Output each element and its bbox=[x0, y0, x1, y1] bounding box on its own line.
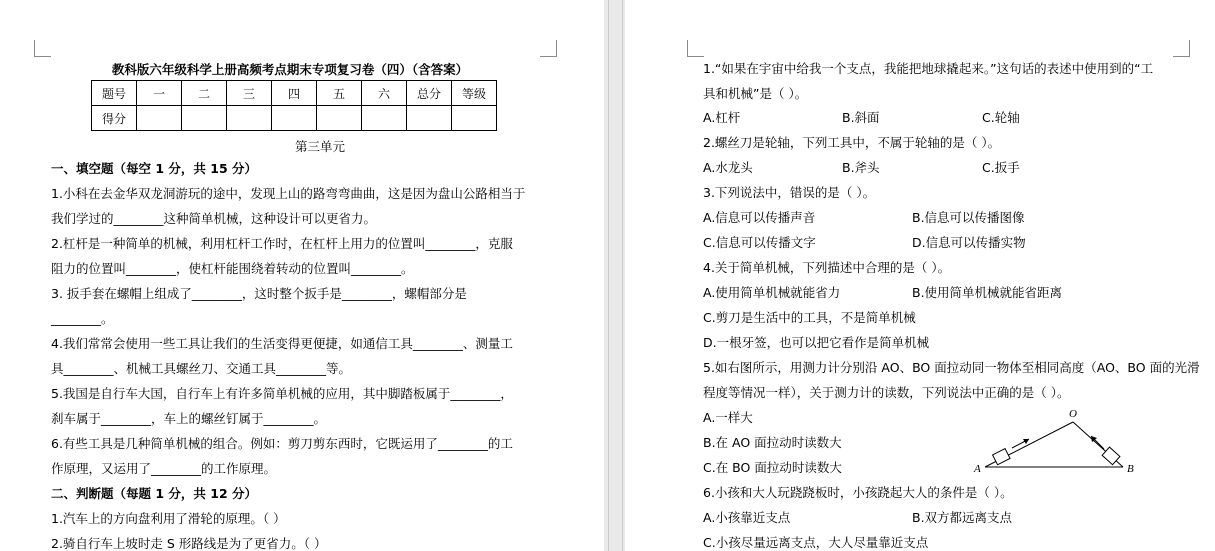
question-line: 3. 扳手套在螺帽上组成了________，这时整个扳手是________，螺帽部分是 bbox=[51, 286, 467, 301]
answer-option: C.信息可以传播文字 bbox=[703, 235, 816, 250]
section-heading: 一、填空题（每空 1 分，共 15 分） bbox=[51, 161, 258, 176]
label-b: B bbox=[1127, 463, 1134, 475]
label-a: A bbox=[974, 463, 981, 475]
answer-option: B.在 AO 面拉动时读数大 bbox=[703, 435, 842, 450]
score-cell bbox=[272, 106, 317, 131]
answer-option: A.水龙头 bbox=[703, 160, 753, 175]
answer-option: B.信息可以传播图像 bbox=[912, 210, 1025, 225]
answer-option: C.剪刀是生活中的工具，不是简单机械 bbox=[703, 310, 916, 325]
question-line: 1.“如果在宇宙中给我一个支点，我能把地球撬起来。”这句话的表述中使用到的“工 bbox=[703, 61, 1154, 76]
question-line: 阻力的位置叫________，使杠杆能围绕着转动的位置叫________。 bbox=[51, 261, 414, 276]
label-o: O bbox=[1069, 408, 1077, 420]
question-line: 2.螺丝刀是轮轴，下列工具中，不属于轮轴的是（ ）。 bbox=[703, 135, 1001, 150]
score-table-header: 一 bbox=[137, 81, 182, 106]
score-table-header: 六 bbox=[362, 81, 407, 106]
answer-option: B.斜面 bbox=[842, 110, 880, 125]
page-edge-line bbox=[608, 0, 609, 551]
score-table-header: 题号 bbox=[92, 81, 137, 106]
answer-option: D.一根牙签，也可以把它看作是简单机械 bbox=[703, 335, 930, 350]
answer-option: C.在 BO 面拉动时读数大 bbox=[703, 460, 842, 475]
question-line: 程度等情况一样），关于测力计的读数，下列说法中正确的是（ ）。 bbox=[703, 385, 1070, 400]
question-line: ________。 bbox=[51, 311, 114, 326]
score-table-header: 三 bbox=[227, 81, 272, 106]
question-line: 1.汽车上的方向盘利用了滑轮的原理。（ ） bbox=[51, 511, 286, 526]
page-corner-mark bbox=[34, 40, 51, 57]
section-heading: 二、判断题（每题 1 分，共 12 分） bbox=[51, 486, 258, 501]
question-line: 我们学过的________这种简单机械，这种设计可以更省力。 bbox=[51, 211, 377, 226]
question-line: 5.如右图所示，用测力计分别沿 AO、BO 面拉动同一物体至相同高度（AO、BO 面的光滑 bbox=[703, 360, 1200, 375]
question-line: 5.我国是自行车大国，自行车上有许多简单机械的应用，其中脚踏板属于________， bbox=[51, 386, 513, 401]
question-line: 2.杠杆是一种简单的机械，利用杠杆工作时，在杠杆上用力的位置叫________，克服 bbox=[51, 236, 513, 251]
score-cell bbox=[227, 106, 272, 131]
score-table-header: 四 bbox=[272, 81, 317, 106]
question-line: 4.我们常常会使用一些工具让我们的生活变得更便捷，如通信工具________、测量工 bbox=[51, 336, 513, 351]
question-line: 6.有些工具是几种简单机械的组合。例如：剪刀剪东西时，它既运用了________的工 bbox=[51, 436, 513, 451]
inclined-plane-figure bbox=[965, 405, 1145, 480]
document-page-left bbox=[0, 0, 604, 551]
page-corner-mark bbox=[540, 40, 557, 57]
answer-option: C.扳手 bbox=[982, 160, 1020, 175]
score-table-header: 总分 bbox=[407, 81, 452, 106]
question-line: 4.关于简单机械，下列描述中合理的是（ ）。 bbox=[703, 260, 951, 275]
page-gap bbox=[604, 0, 625, 551]
answer-option: B.斧头 bbox=[842, 160, 880, 175]
question-line: 具________、机械工具螺丝刀、交通工具________等。 bbox=[51, 361, 352, 376]
score-cell bbox=[317, 106, 362, 131]
score-cell bbox=[407, 106, 452, 131]
score-cell bbox=[362, 106, 407, 131]
score-cell bbox=[182, 106, 227, 131]
question-line: 6.小孩和大人玩跷跷板时，小孩跷起大人的条件是（ ）。 bbox=[703, 485, 1013, 500]
question-line: 2.骑自行车上坡时走 S 形路线是为了更省力。（ ） bbox=[51, 536, 327, 551]
question-line: 具和机械”是（ ）。 bbox=[703, 86, 808, 101]
score-row-label: 得分 bbox=[92, 106, 137, 131]
answer-option: C.小孩尽量远离支点，大人尽量靠近支点 bbox=[703, 535, 929, 550]
answer-option: A.信息可以传播声音 bbox=[703, 210, 816, 225]
question-line: 刹车属于________，车上的螺丝钉属于________。 bbox=[51, 411, 327, 426]
score-table-header: 二 bbox=[182, 81, 227, 106]
answer-option: A.杠杆 bbox=[703, 110, 741, 125]
answer-option: C.轮轴 bbox=[982, 110, 1020, 125]
answer-option: B.双方都远离支点 bbox=[912, 510, 1013, 525]
question-line: 作原理，又运用了________的工作原理。 bbox=[51, 461, 277, 476]
answer-option: A.使用简单机械就能省力 bbox=[703, 285, 841, 300]
answer-option: A.一样大 bbox=[703, 410, 753, 425]
answer-option: D.信息可以传播实物 bbox=[912, 235, 1026, 250]
answer-option: A.小孩靠近支点 bbox=[703, 510, 791, 525]
page-corner-mark bbox=[1173, 40, 1190, 57]
unit-title: 第三单元 bbox=[294, 139, 345, 154]
question-line: 3.下列说法中，错误的是（ ）。 bbox=[703, 185, 876, 200]
page-corner-mark bbox=[687, 40, 704, 57]
score-cell bbox=[137, 106, 182, 131]
question-line: 1.小科在去金华双龙洞游玩的途中，发现上山的路弯弯曲曲，这是因为盘山公路相当于 bbox=[51, 186, 526, 201]
score-cell bbox=[452, 106, 497, 131]
score-table-header: 五 bbox=[317, 81, 362, 106]
score-table-row bbox=[92, 106, 497, 131]
answer-option: B.使用简单机械就能省距离 bbox=[912, 285, 1063, 300]
score-table-header-row bbox=[92, 81, 497, 106]
document-title: 教科版六年级科学上册高频考点期末专项复习卷（四）（含答案） bbox=[111, 62, 469, 77]
page-edge-line bbox=[622, 0, 623, 551]
score-table-header: 等级 bbox=[452, 81, 497, 106]
score-table bbox=[91, 80, 497, 131]
